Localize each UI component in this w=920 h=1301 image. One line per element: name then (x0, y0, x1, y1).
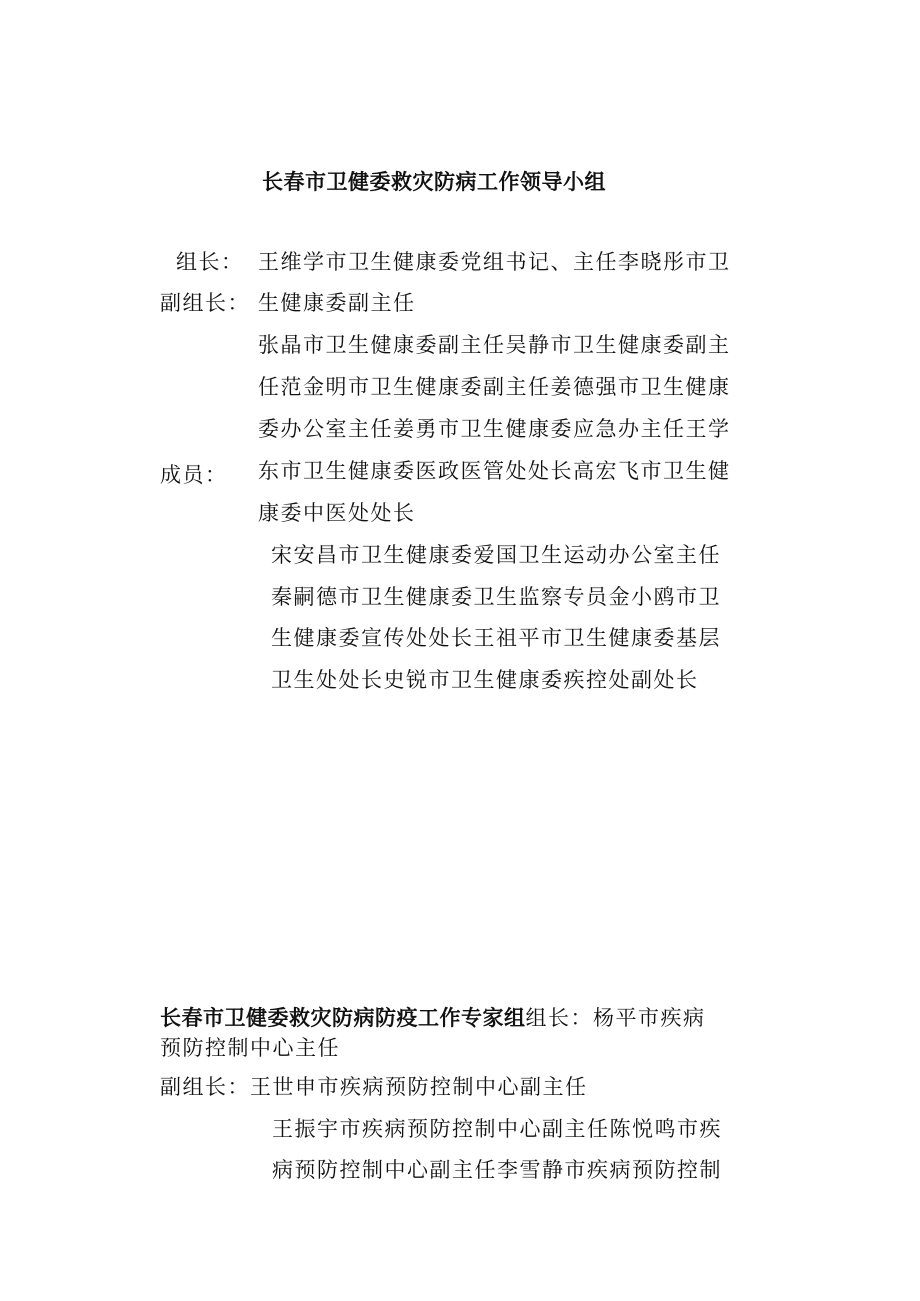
text-line: 卫生处处长史锐市卫生健康委疾控处副处长 (271, 668, 699, 692)
text-line: 委办公室主任姜勇市卫生健康委应急办主任王学 (258, 417, 731, 441)
text-line: 生健康委宣传处处长王祖平市卫生健康委基层 (271, 626, 721, 650)
text-line: 康委中医处处长 (258, 501, 416, 525)
expert-deputy-line: 副组长：王世申市疾病预防控制中心副主任 (160, 1075, 588, 1099)
text-line: 预防控制中心主任 (160, 1036, 340, 1060)
text-line: 秦嗣德市卫生健康委卫生监察专员金小鸥市卫 (271, 585, 721, 609)
section2-title: 长春市卫健委救灾防病防疫工作专家组 (160, 1006, 526, 1030)
text-line: 生健康委副主任 (258, 291, 416, 315)
leader-label: 组长： (176, 250, 244, 274)
section2-title-line (160, 1004, 706, 1032)
text-line: 张晶市卫生健康委副主任吴静市卫生健康委副主 (258, 333, 731, 357)
members-label: 成员： (160, 463, 228, 487)
text-line: 宋安昌市卫生健康委爱国卫生运动办公室主任 (271, 543, 721, 567)
text-line: 东市卫生健康委医政医管处处长高宏飞市卫生健 (258, 459, 731, 483)
text-line: 王振宇市疾病预防控制中心副主任陈悦鸣市疾 (272, 1117, 722, 1141)
text-line: 任范金明市卫生健康委副主任姜德强市卫生健康 (258, 375, 731, 399)
text-line: 病预防控制中心副主任李雪静市疾病预防控制 (272, 1158, 722, 1182)
text-line: 王维学市卫生健康委党组书记、主任李晓彤市卫 (258, 250, 731, 274)
section1-title: 长春市卫健委救灾防病工作领导小组 (262, 170, 606, 194)
deputy-leader-label: 副组长： (160, 291, 250, 315)
expert-leader-text: 组长：杨平市疾病 (525, 1006, 706, 1030)
